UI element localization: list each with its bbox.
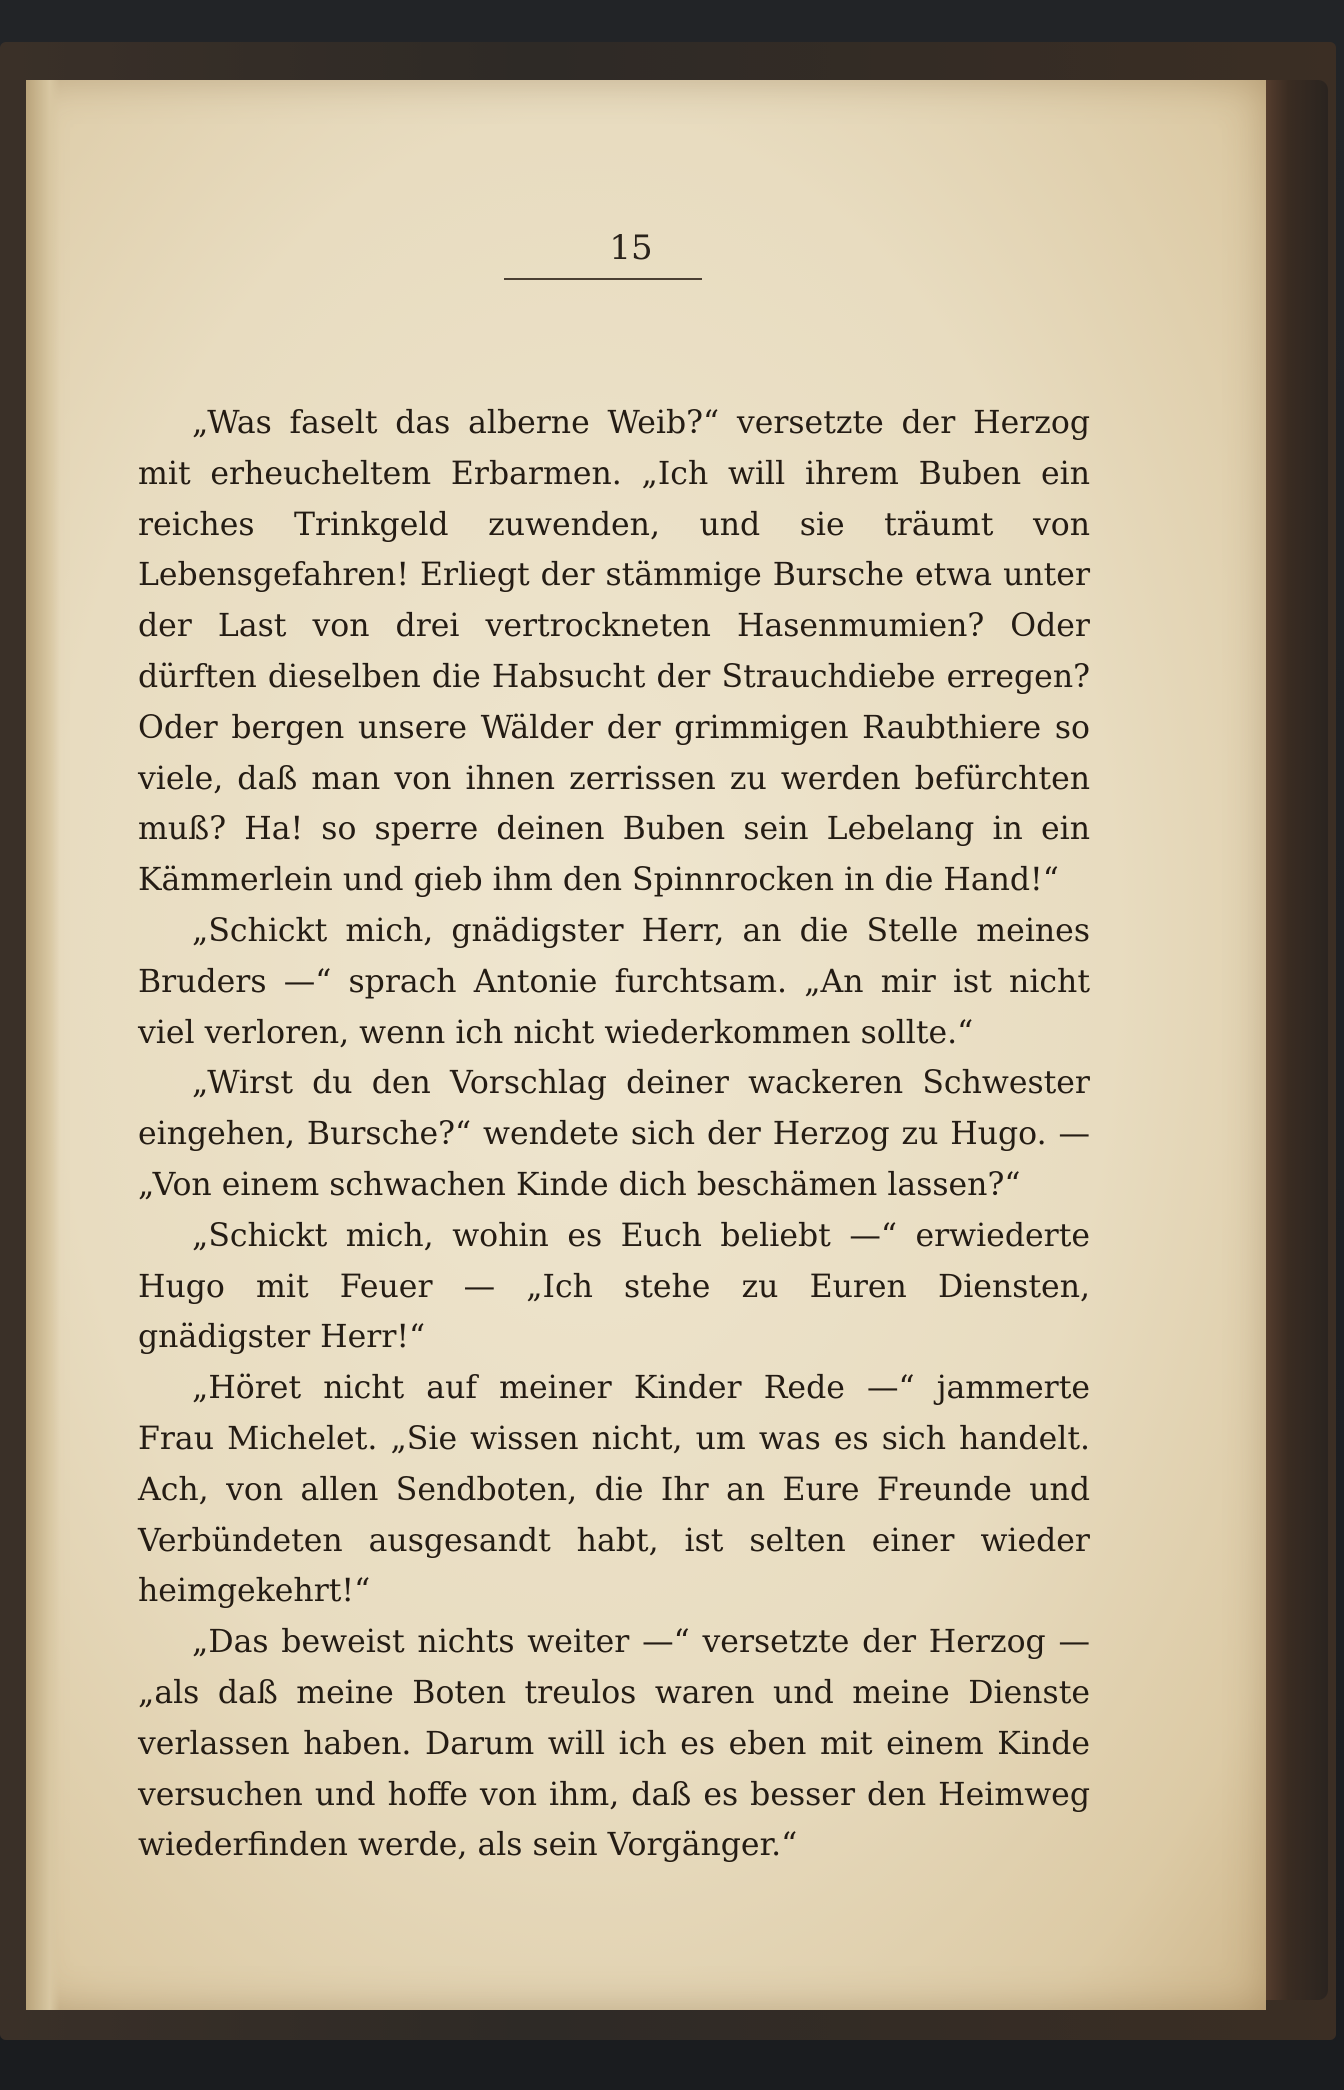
header-rule [504,278,702,280]
book-page [26,80,1266,2010]
paragraph: „Wirst du den Vorschlag deiner wackeren Schwester eingehen, Bursche?“ wendete sich der Herzog zu Hugo. — „Von einem schwachen Kinde dich beschämen lassen?“ [138,1065,1090,1203]
book-cover-edge [1262,80,1328,2000]
paragraph: „Schickt mich, wohin es Euch beliebt —“ erwiederte Hugo mit Feuer — „Ich stehe zu Euren Diensten, gnädigster Herr!“ [138,1217,1090,1356]
page-gutter [26,80,60,2010]
paragraph: „Das beweist nichts weiter —“ versetzte der Herzog — „als daß meine Boten treulos waren und meine Dienste verlassen haben. Darum will ich es eben mit einem Kinde versuchen und hoffe von ihm, daß es besser den Heimweg wiederfinden werde, als sein Vorgänger.“ [138,1624,1090,1864]
page-number: 15 [609,228,653,268]
paragraph: „Höret nicht auf meiner Kinder Rede —“ jammerte Frau Michelet. „Sie wissen nicht, um was es sich handelt. Ach, von allen Sendboten, die Ihr an Eure Freunde und Verbündeten ausgesandt habt, ist selten einer wieder heimgekehrt!“ [138,1370,1090,1610]
paragraph: „Was faselt das alberne Weib?“ versetzte der Herzog mit erheucheltem Erbarmen. „Ich will ihrem Buben ein reiches Trinkgeld zuwenden, und sie träumt von Lebensgefahren! Erliegt der stämmige Bursche etwa unter der Last von drei vertrockneten Hasenmumien? Oder dürften dieselben die Habsucht der Strauchdiebe erregen? Oder bergen unsere Wälder der grimmigen Raubthiere so viele, daß man von ihnen zerrissen zu werden befürchten muß? Ha! so sperre deinen Buben sein Lebelang in ein Kämmerlein und gieb ihm den Spinnrocken in die Hand!“ [138,405,1090,899]
paragraph: „Schickt mich, gnädigster Herr, an die Stelle meines Bruders —“ sprach Antonie furchtsam. „An mir ist nicht viel verloren, wenn ich nicht wiederkommen sollte.“ [138,912,1090,1051]
page-body-text [138,398,1090,1871]
